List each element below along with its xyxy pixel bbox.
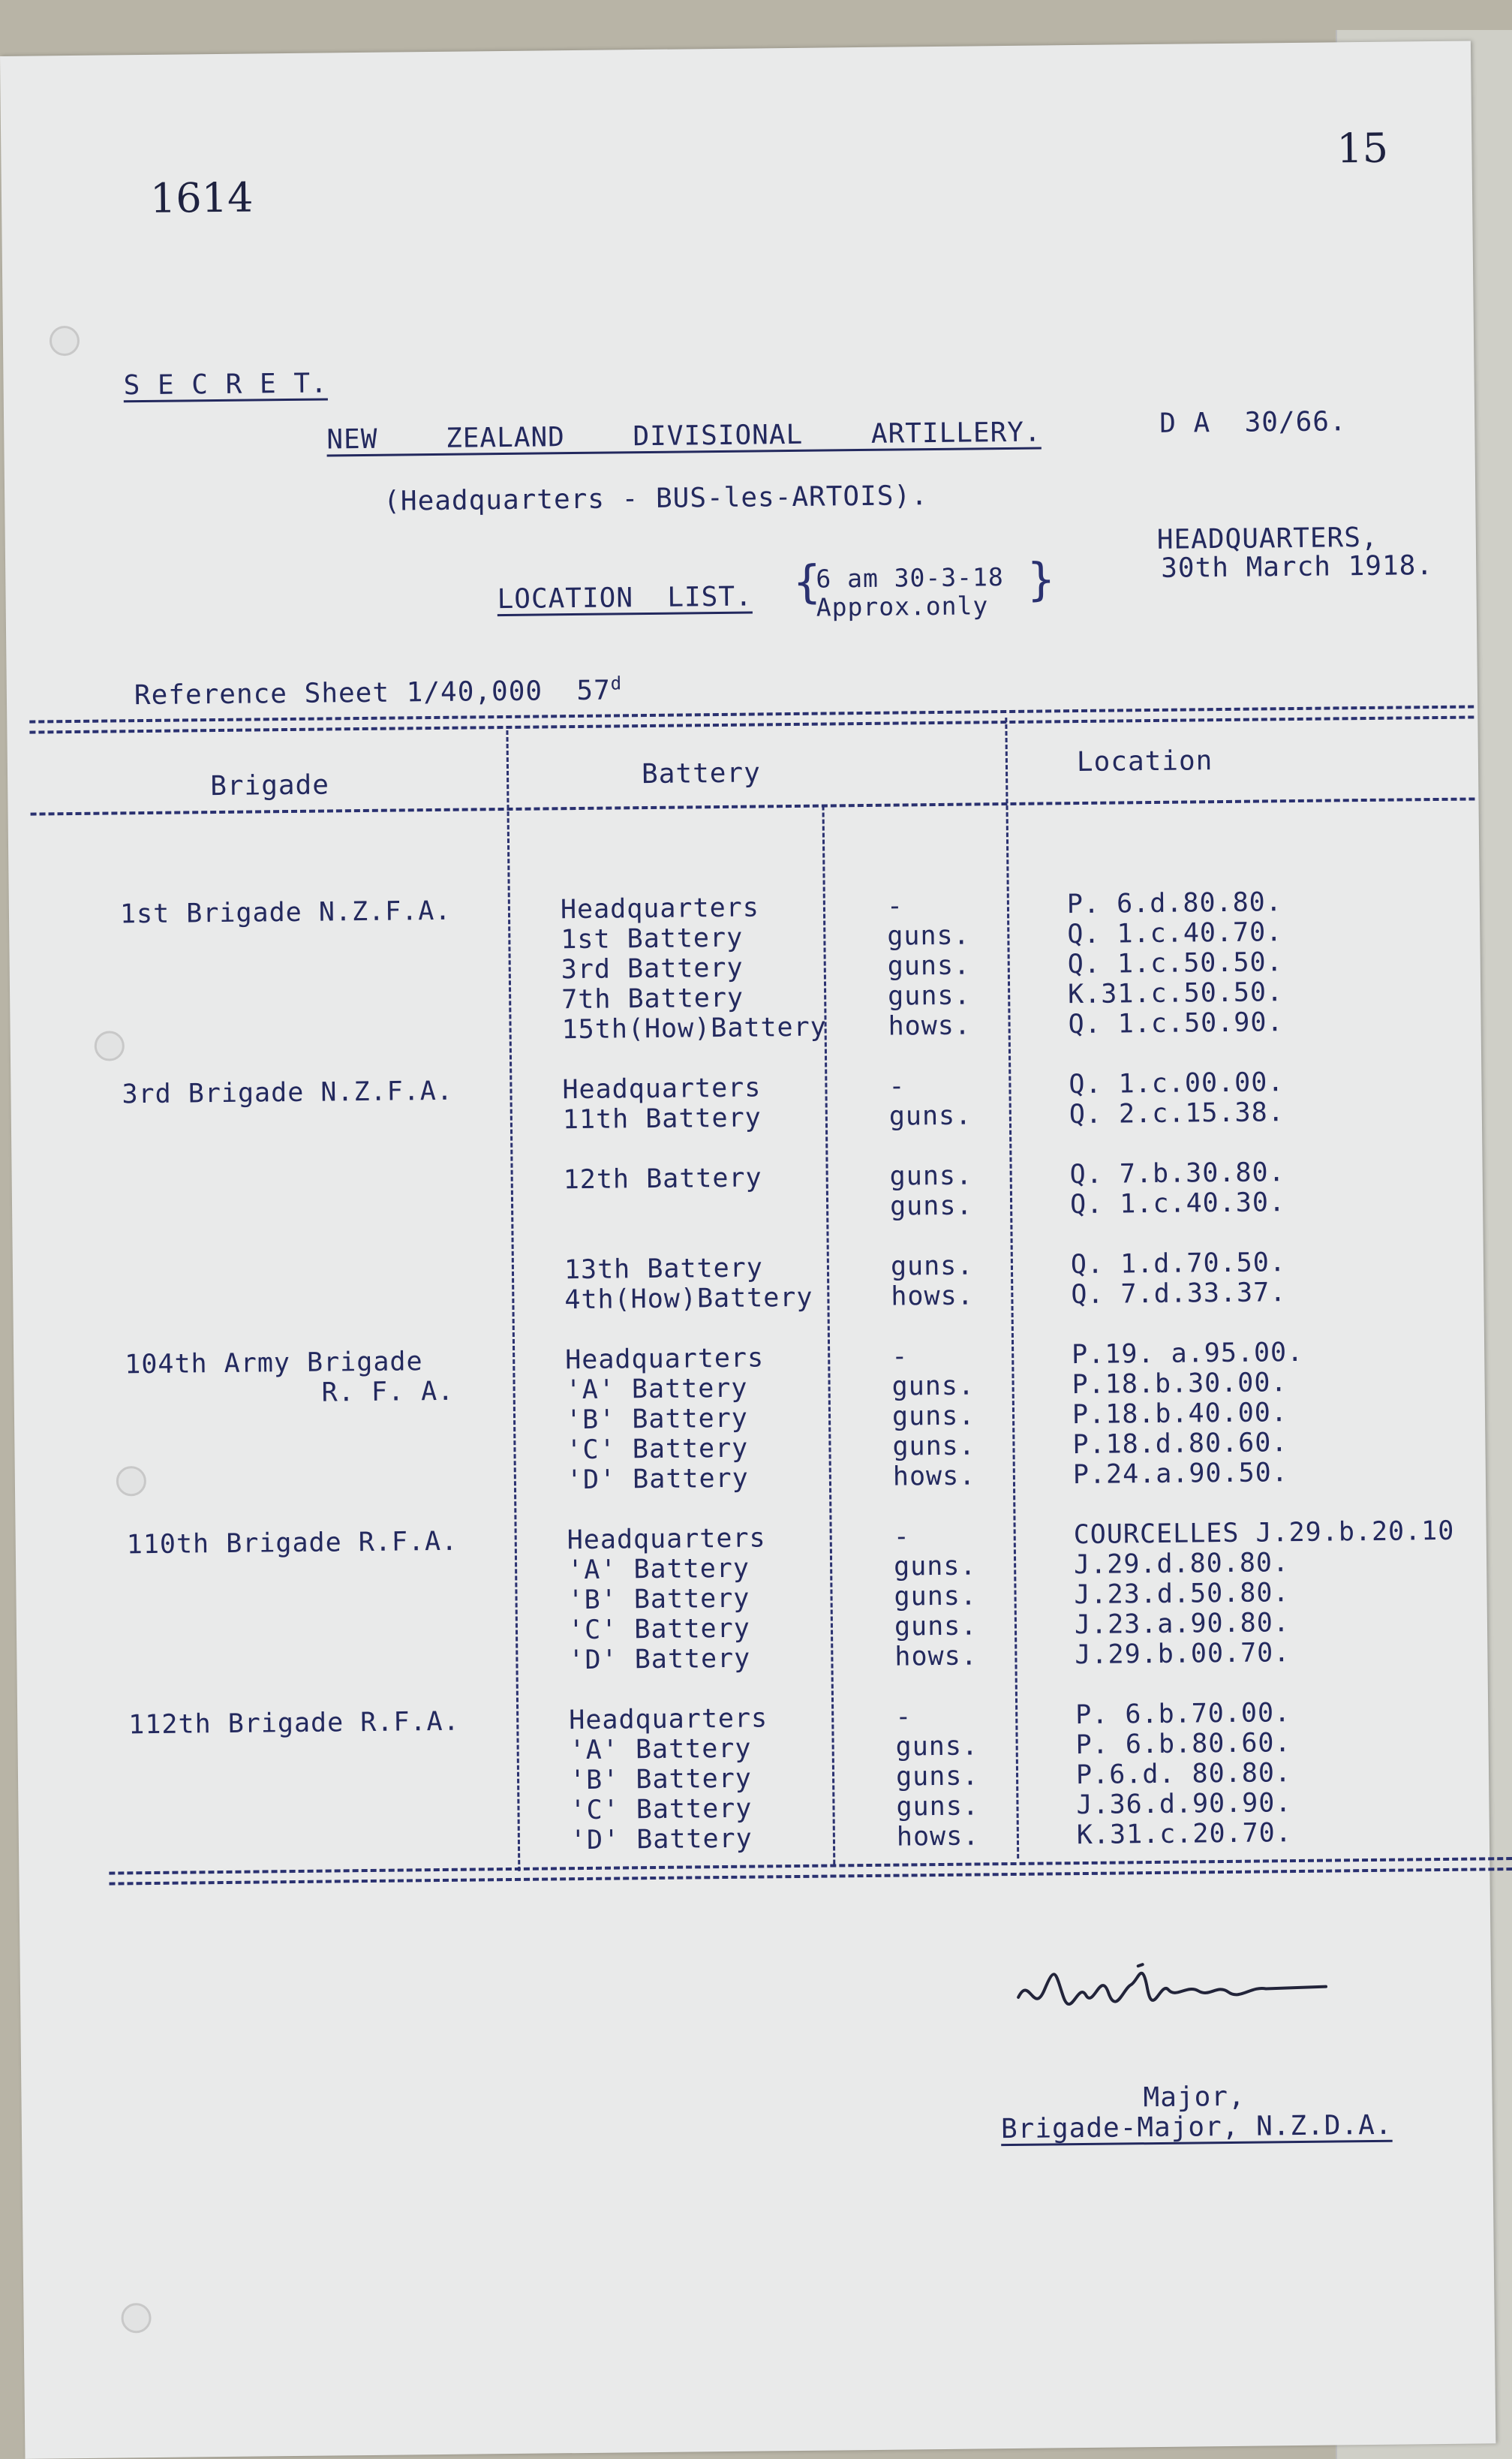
ordnance-type: guns. [894,1581,978,1612]
punch-hole [116,1466,146,1496]
battery-name: 'C' Battery [566,1433,749,1466]
map-location: P.18.b.40.00. [1072,1398,1288,1431]
battery-name: 1st Battery [561,923,744,956]
map-location: Q. 7.d.33.37. [1071,1278,1287,1311]
battery-name: 'C' Battery [570,1793,753,1826]
battery-name: Headquarters [560,892,760,926]
battery-name: Headquarters [569,1703,768,1736]
ordnance-type: guns. [889,1160,973,1192]
ordnance-type: guns. [891,1371,975,1402]
ordnance-type: guns. [887,950,971,982]
reference-sheet: Reference Sheet 1/40,000 57$^d$ [134,673,623,712]
document-reference: D A 30/66. [1159,406,1347,439]
list-title: LOCATION LIST. [497,581,753,616]
document-page [0,41,1495,2458]
map-location: K.31.c.50.50. [1067,977,1284,1010]
ordnance-type: guns. [887,980,971,1012]
table-bottom-rule [109,1857,1512,1886]
ordnance-type: guns. [896,1791,980,1822]
brigade-name: 112th Brigade R.F.A. [128,1706,460,1741]
ordnance-type: guns. [893,1551,977,1582]
battery-name: 'D' Battery [566,1463,749,1496]
map-location: J.23.d.50.80. [1074,1578,1290,1611]
ordnance-type: guns. [889,1190,973,1222]
ordnance-type: guns. [887,920,970,952]
brigade-name: 104th Army Brigade [125,1347,423,1380]
map-location: P.24.a.90.50. [1072,1458,1289,1491]
map-location: Q. 1.c.00.00. [1069,1067,1285,1100]
map-location: P.6.d. 80.80. [1075,1758,1292,1791]
note-bracket-right: } [1027,553,1055,606]
hq-block-date: 30th March 1918. [1161,550,1434,584]
battery-name: 'A' Battery [569,1733,752,1766]
map-location: P.19. a.95.00. [1071,1337,1304,1371]
map-location: Q. 1.d.70.50. [1070,1248,1287,1281]
file-number: 1614 [149,173,254,222]
map-location: P.18.d.80.60. [1072,1428,1288,1461]
battery-name: 15th(How)Battery [561,1012,827,1046]
map-location: P. 6.b.80.60. [1075,1728,1291,1761]
ordnance-type: guns. [892,1431,976,1462]
signatory-rank: Major, [1143,2081,1246,2114]
map-location: Q. 7.b.30.80. [1069,1157,1285,1190]
column-divider [822,806,836,1865]
battery-name: 13th Battery [564,1253,764,1286]
signatory-appointment: Brigade-Major, N.Z.D.A. [1000,2109,1393,2145]
ordnance-type: guns. [888,1100,972,1132]
battery-name: 'A' Battery [567,1553,750,1586]
ordnance-type: - [888,1071,906,1102]
brigade-name: 3rd Brigade N.Z.F.A. [122,1076,454,1110]
list-note-line1: 6 am 30-3-18 [816,562,1004,594]
map-location: COURCELLES J.29.b.20.10 [1073,1515,1455,1551]
ordnance-type: - [895,1702,912,1732]
map-location: Q. 1.c.40.70. [1067,917,1283,950]
battery-name: 'D' Battery [570,1823,753,1856]
map-location: P. 6.b.70.00. [1075,1698,1291,1731]
header-battery: Battery [641,757,761,790]
map-location: J.23.a.90.80. [1074,1608,1291,1641]
brigade-name-continued: R. F. A. [321,1376,455,1408]
battery-name: 'C' Battery [567,1613,750,1646]
ordnance-type: guns. [890,1251,974,1282]
battery-name: Headquarters [562,1073,762,1106]
battery-name: 12th Battery [563,1163,762,1196]
ordnance-type: - [891,1341,909,1372]
ordnance-type: guns. [891,1401,975,1432]
battery-name: 'B' Battery [567,1583,750,1616]
punch-hole [121,2303,151,2333]
column-divider [1005,718,1019,1859]
battery-name: 'B' Battery [569,1763,753,1796]
ordnance-type: guns. [894,1611,978,1642]
list-note-line2: Approx.only [816,591,989,622]
battery-name: 11th Battery [562,1103,762,1136]
ordnance-type: guns. [895,1731,979,1762]
map-location: K.31.c.20.70. [1076,1818,1293,1851]
battery-name: 'D' Battery [568,1643,751,1676]
ordnance-type: hows. [894,1641,978,1672]
battery-name: 7th Battery [561,983,744,1016]
map-location: Q. 1.c.50.90. [1068,1007,1284,1040]
map-location: Q. 1.c.40.30. [1069,1187,1286,1220]
organisation-title: NEW ZEALAND DIVISIONAL ARTILLERY. [326,417,1042,456]
ordnance-type: hows. [896,1821,980,1853]
ordnance-type: hows. [891,1281,974,1312]
ordnance-type: hows. [892,1461,976,1492]
map-location: P. 6.d.80.80. [1066,887,1283,920]
ordnance-type: guns. [895,1761,979,1792]
punch-hole [50,326,80,356]
note-bracket-left: { [793,555,821,609]
ordnance-type: - [886,891,904,922]
battery-name: Headquarters [565,1343,765,1376]
battery-name: Headquarters [567,1523,766,1556]
ordnance-type: hows. [888,1010,972,1042]
brigade-name: 1st Brigade N.Z.F.A. [119,895,452,930]
map-location: P.18.b.30.00. [1072,1368,1288,1401]
battery-name: 'B' Battery [565,1403,749,1436]
punch-hole [95,1031,125,1061]
battery-name: 'A' Battery [565,1373,748,1406]
battery-name: 3rd Battery [561,953,744,986]
signature [1010,1941,1341,2027]
battery-name: 4th(How)Battery [564,1282,813,1316]
map-location: J.29.d.80.80. [1073,1548,1290,1581]
map-location: Q. 2.c.15.38. [1069,1097,1285,1130]
header-location: Location [1076,745,1213,778]
map-location: Q. 1.c.50.50. [1067,947,1283,980]
classification: S E C R E T. [123,368,328,402]
page-number: 15 [1336,124,1389,173]
header-brigade: Brigade [209,769,330,802]
column-divider [506,730,520,1871]
ordnance-type: - [893,1521,911,1552]
headquarters-location: (Headquarters - BUS-les-ARTOIS). [383,480,928,517]
map-location: J.36.d.90.90. [1076,1788,1292,1821]
brigade-name: 110th Brigade R.F.A. [126,1526,458,1561]
hq-block-line1: HEADQUARTERS, [1156,522,1378,555]
map-location: J.29.b.00.70. [1075,1638,1291,1671]
